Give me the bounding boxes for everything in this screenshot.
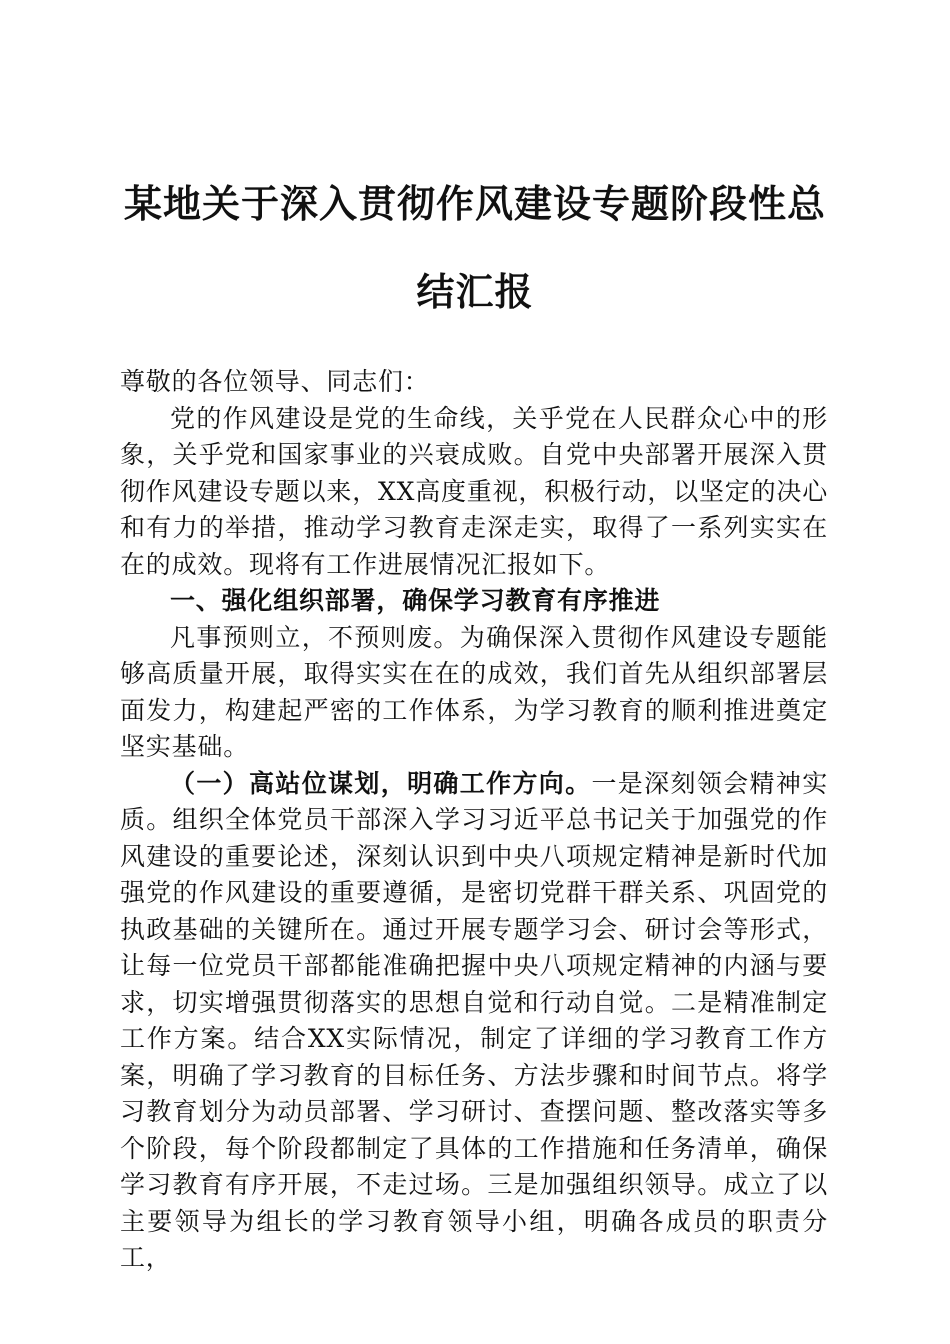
subsection-heading-1: （一）高站位谋划，明确工作方向。: [170, 768, 592, 798]
subsection-1-body: 一是深刻领会精神实质。组织全体党员干部深入学习习近平总书记关于加强党的作风建设的重要论述，深刻认识到中央八项规定精神是新时代加强党的作风建设的重要遵循，是密切党群干群关系、巩固党的执政基础的关键所在。通过开展专题学习会、研讨会等形式，让每一位党员干部都能准确把握中央八项规定精神的内涵与要求，切实增强贯彻落实的思想自觉和行动自觉。二是精准制定工作方案。结合XX实际情况，制定了详细的学习教育工作方案，明确了学习教育的目标任务、方法步骤和时间节点。将学习教育划分为动员部署、学习研讨、查摆问题、整改落实等多个阶段，每个阶段都制定了具体的工作措施和任务清单，确保学习教育有序开展，不走过场。三是加强组织领导。成立了以主要领导为组长的学习教育领导小组，明确各成员的职责分工，: [120, 768, 828, 1272]
section-heading-1: 一、强化组织部署，确保学习教育有序推进: [170, 586, 661, 615]
document-title: 某地关于深入贯彻作风建设专题阶段性总结汇报: [123, 181, 826, 314]
subsection-1-paragraph: [120, 766, 828, 1277]
section-1-paragraph: 凡事预则立，不预则废。为确保深入贯彻作风建设专题能够高质量开展，取得实实在在的成效，我们首先从组织部署层面发力，构建起严密的工作体系，为学习教育的顺利推进奠定坚实基础。: [120, 622, 828, 761]
intro-paragraph: 党的作风建设是党的生命线，关乎党在人民群众心中的形象，关乎党和国家事业的兴衰成败。自党中央部署开展深入贯彻作风建设专题以来，XX高度重视，积极行动，以坚定的决心和有力的举措，推动学习教育走深走实，取得了一系列实实在在的成效。现将有工作进展情况汇报如下。: [120, 403, 828, 579]
document-body: [120, 364, 828, 1277]
salutation: 尊敬的各位领导、同志们：: [120, 367, 430, 396]
